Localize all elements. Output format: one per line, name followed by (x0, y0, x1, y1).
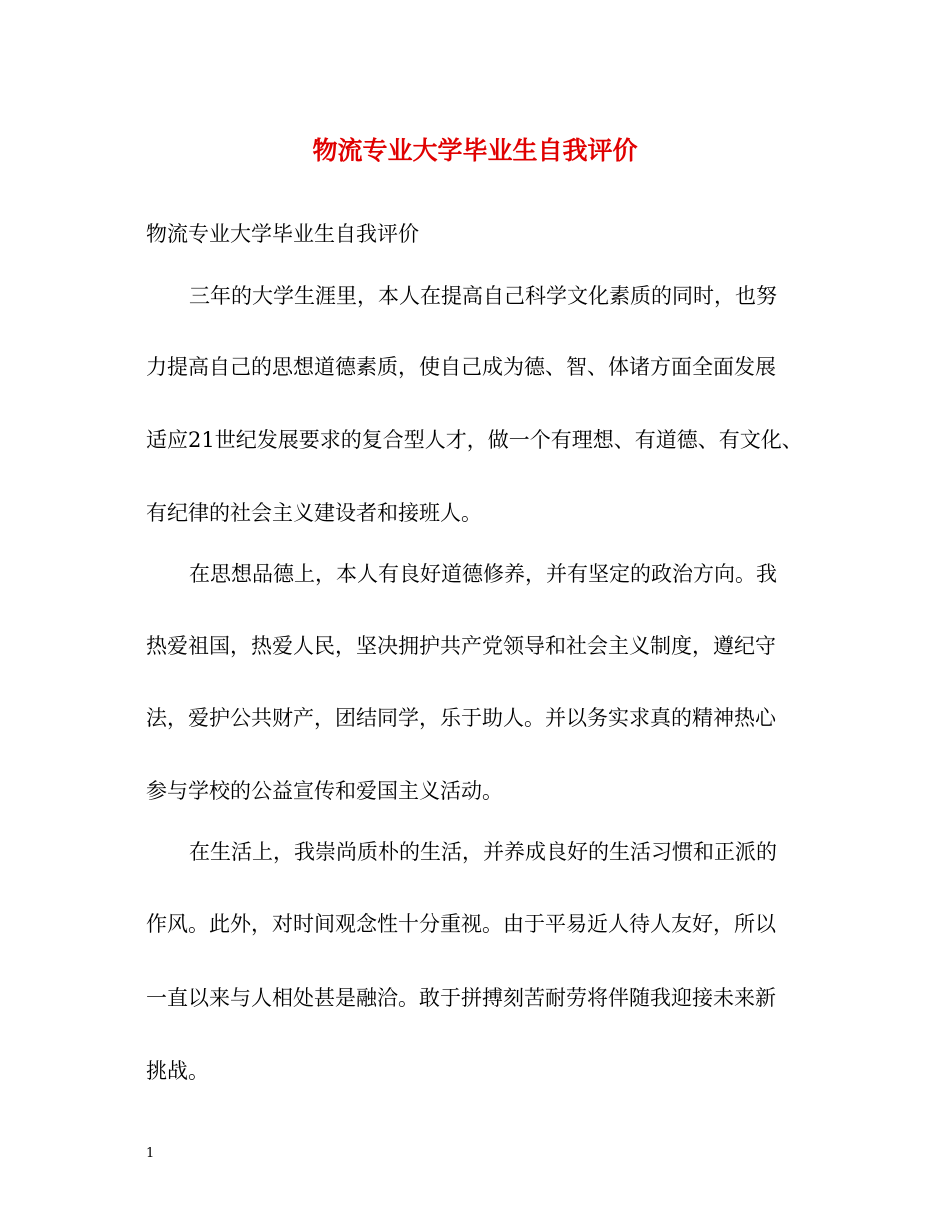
page-number: 1 (146, 1146, 155, 1161)
paragraph-1-line-4: 有纪律的社会主义建设者和接班人。 (146, 501, 482, 525)
paragraph-1-line-1: 三年的大学生涯里，本人在提高自己科学文化素质的同时，也努 (189, 284, 777, 308)
paragraph-2-line-3: 法，爱护公共财产，团结同学，乐于助人。并以务实求真的精神热心 (146, 706, 776, 730)
paragraph-2-line-2: 热爱祖国，热爱人民，坚决拥护共产党领导和社会主义制度，遵纪守 (146, 634, 776, 658)
paragraph-1-line-2: 力提高自己的思想道德素质，使自己成为德、智、体诸方面全面发展 (146, 355, 776, 379)
paragraph-3-line-3: 一直以来与人相处甚是融洽。敢于拼搏刻苦耐劳将伴随我迎接未来新 (146, 986, 776, 1010)
paragraph-3-line-4: 挑战。 (146, 1059, 209, 1083)
document-title: 物流专业大学毕业生自我评价 (312, 136, 638, 165)
paragraph-3-line-1: 在生活上，我崇尚质朴的生活，并养成良好的生活习惯和正派的 (189, 840, 777, 864)
paragraph-1-line-3: 适应21世纪发展要求的复合型人才，做一个有理想、有道德、有文化、 (146, 428, 803, 452)
paragraph-3-line-2: 作风。此外，对时间观念性十分重视。由于平易近人待人友好，所以 (146, 912, 776, 936)
paragraph-2-line-1: 在思想品德上，本人有良好道德修养，并有坚定的政治方向。我 (189, 562, 777, 586)
paragraph-2-line-4: 参与学校的公益宣传和爱国主义活动。 (146, 779, 503, 803)
document-subtitle: 物流专业大学毕业生自我评价 (146, 222, 419, 246)
